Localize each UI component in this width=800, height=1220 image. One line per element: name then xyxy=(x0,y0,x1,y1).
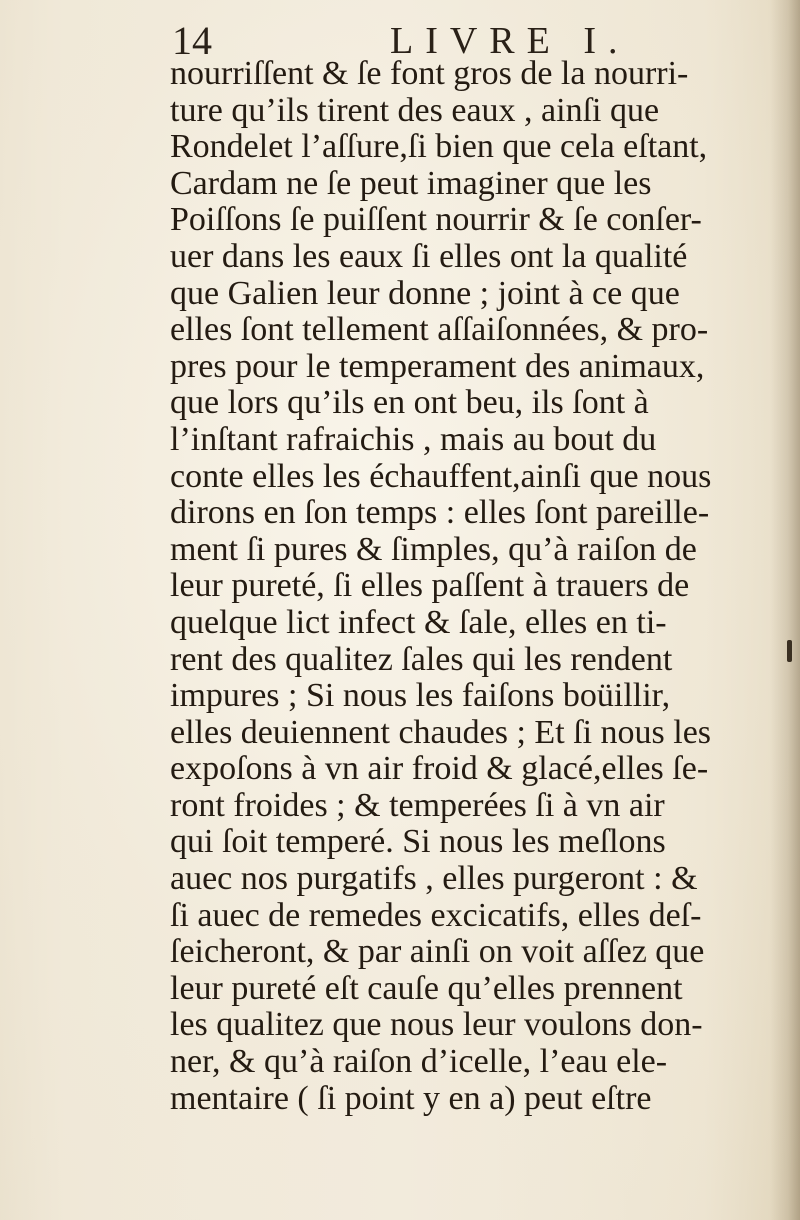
running-head: LIVRE I. xyxy=(390,20,630,62)
text-line: que lors qu’ils en ont beu, ils ſont à xyxy=(170,384,649,422)
text-line: quelque lict infect & ſale, elles en ti- xyxy=(170,603,667,641)
text-line: ront froides ; & temperées ſi à vn air xyxy=(170,786,665,824)
text-line: ſeicheront, & par ainſi on voit aſſez que xyxy=(170,933,705,971)
page-edge-shadow xyxy=(770,0,800,1220)
text-line: auec nos purgatifs , elles purgeront : & xyxy=(170,860,698,898)
text-line: expoſons à vn air froid & glacé,elles ſe- xyxy=(170,750,709,788)
body-text xyxy=(170,56,750,1117)
text-line: elles deuiennent chaudes ; Et ſi nous les xyxy=(170,713,712,751)
text-line: impures ; Si nous les faiſons boüillir, xyxy=(170,677,671,715)
text-line: leur pureté, ſi elles paſſent à trauers de xyxy=(170,567,690,605)
text-line: elles ſont tellement aſſaiſonnées, & pro- xyxy=(170,311,709,349)
text-line: qui ſoit temperé. Si nous les meſlons xyxy=(170,823,666,861)
text-line: mentaire ( ſi point y en a) peut eſtre xyxy=(170,1079,652,1117)
text-line: uer dans les eaux ſi elles ont la qualité xyxy=(170,237,688,275)
text-line: pres pour le temperament des animaux, xyxy=(170,347,705,385)
page-number: 14 xyxy=(172,18,212,63)
text-line: l’inſtant rafraichis , mais au bout du xyxy=(170,420,657,458)
text-line: ment ſi pures & ſimples, qu’à raiſon de xyxy=(170,530,697,568)
text-line: Rondelet l’aſſure,ſi bien que cela eſtant, xyxy=(170,128,708,166)
text-line: Cardam ne ſe peut imaginer que les xyxy=(170,164,652,202)
text-line: nourriſſent & ſe font gros de la nourri- xyxy=(170,55,689,92)
text-line: les qualitez que nous leur voulons don- xyxy=(170,1006,703,1044)
text-line: ſi auec de remedes excicatifs, elles deſ- xyxy=(170,896,702,934)
text-line: que Galien leur donne ; joint à ce que xyxy=(170,274,680,312)
text-line: dirons en ſon temps : elles ſont pareille- xyxy=(170,494,710,532)
text-line: Poiſſons ſe puiſſent nourrir & ſe conſer- xyxy=(170,201,702,239)
text-line: rent des qualitez ſales qui les rendent xyxy=(170,640,673,678)
page-edge-mark xyxy=(787,640,792,662)
text-line: ner, & qu’à raiſon d’icelle, l’eau ele- xyxy=(170,1043,668,1081)
text-line: conte elles les échauffent,ainſi que nous xyxy=(170,457,712,495)
text-line: leur pureté eſt cauſe qu’elles prennent xyxy=(170,969,683,1007)
text-line: ture qu’ils tirent des eaux , ainſi que xyxy=(170,91,660,129)
